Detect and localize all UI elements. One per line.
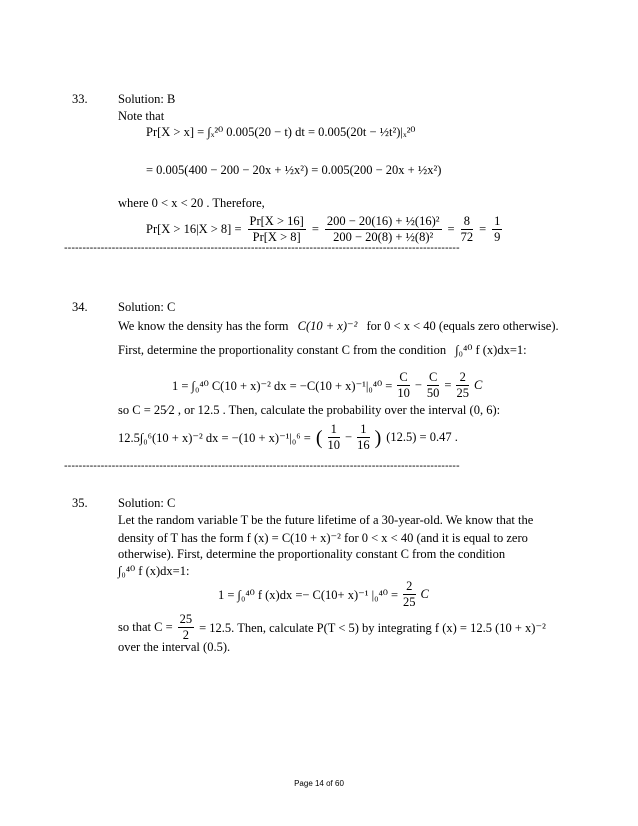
q34-eq1-f1-den: 10: [397, 386, 410, 400]
q34-number: 34.: [72, 300, 88, 314]
q35-line-2: density of T has the form f (x) = C(10 + x)⁻² for 0 < x < 40 (and it is equal to zero: [118, 531, 528, 545]
q34-solution: Solution: C: [118, 300, 176, 314]
equals-sign: =: [311, 222, 319, 236]
q34-eq2-fraction-2: [357, 422, 370, 453]
q34-eq2-fraction-1: [328, 422, 341, 453]
q33-eq3-f2-num: 200 − 20(16) + ½(16)²: [326, 214, 440, 228]
q35-equation-1: [218, 579, 429, 610]
minus-sign: −: [414, 378, 422, 392]
separator-2: ------------------------------------------------------------------------------------------------------------: [64, 460, 460, 472]
q33-note: Note that: [118, 109, 165, 123]
q35-line-3: otherwise). First, determine the proportionality constant C from the condition: [118, 547, 506, 561]
q33-where: where 0 < x < 20 . Therefore,: [118, 196, 265, 210]
page-footer: Page 14 of 60: [294, 779, 344, 788]
q35-eq1-fraction: [403, 579, 416, 610]
q34-eq1-fraction-3: [456, 370, 469, 401]
q33-eq3-fraction-1: [248, 214, 306, 245]
equals-sign: =: [447, 222, 455, 236]
q35-so-text-b: = 12.5. Then, calculate P(T < 5) by integrating f (x) = 12.5 (10 + x)⁻²: [199, 620, 546, 635]
constant-c: C: [473, 378, 483, 392]
q34-line2-text: First, determine the proportionality constant C from the condition: [118, 343, 447, 357]
q34-eq2-f2-den: 16: [357, 438, 370, 452]
q34-line-1: [118, 318, 559, 334]
q35-eq1-f-den: 25: [403, 595, 416, 609]
q34-eq1-fraction-2: [427, 370, 440, 401]
q34-line1-text-b: for 0 < x < 40 (equals zero otherwise).: [366, 319, 559, 333]
q34-eq2-main: 12.5∫₀⁶(10 + x)⁻² dx = −(10 + x)⁻¹|₀⁶ =: [118, 430, 311, 445]
q35-number: 35.: [72, 496, 88, 510]
q34-equation-2: [118, 422, 458, 453]
q34-line2-expr: ∫₀⁴⁰ f (x)dx=1:: [455, 343, 527, 357]
q34-eq1-f1-num: C: [397, 370, 410, 386]
q34-eq2-f1-den: 10: [327, 438, 340, 452]
q34-line1-text-a: We know the density has the form: [118, 319, 289, 333]
q34-line1-expr: C(10 + x)⁻²: [297, 319, 358, 333]
close-paren: ): [374, 426, 382, 449]
q35-so-f-den: 2: [182, 628, 189, 642]
q33-eq3-f1-num: Pr[X > 16]: [249, 214, 304, 228]
q33-eq3-fraction-4: [492, 214, 502, 245]
q34-eq1-f2-den: 50: [426, 386, 440, 400]
q33-eq3-f2-den: 200 − 20(8) + ½(8)²: [333, 230, 434, 244]
q34-eq1-main: 1 = ∫₀⁴⁰ C(10 + x)⁻² dx = −C(10 + x)⁻¹|₀⁴⁰ =: [172, 378, 393, 393]
equals-sign: =: [444, 378, 452, 392]
q34-eq1-f3-den: 25: [456, 386, 469, 400]
q33-eq3-r2-num: 1: [494, 214, 501, 228]
q33-eq3-r1-den: 72: [460, 230, 474, 244]
q35-so-f-num: 25: [179, 612, 193, 626]
q34-eq1-f2-num: C: [427, 370, 440, 386]
q35-eq1-f-num: 2: [403, 579, 416, 595]
q34-eq2-tail: (12.5) = 0.47 .: [386, 430, 458, 444]
q34-equation-1: [172, 370, 482, 401]
q33-eq3-fraction-3: [461, 214, 474, 245]
q33-equation-3: [146, 214, 502, 245]
q33-number: 33.: [72, 92, 88, 106]
q35-so-fraction: [178, 612, 195, 643]
equals-sign: =: [479, 222, 487, 236]
separator-1: ------------------------------------------------------------------------------------------------------------: [64, 242, 460, 254]
q34-line-2: [118, 342, 527, 358]
q34-eq2-f2-num: 1: [357, 422, 370, 438]
q34-eq1-fraction-1: [397, 370, 410, 401]
q35-so-text-a: so that C =: [118, 620, 173, 634]
q35-last-line: over the interval (0.5).: [118, 640, 231, 654]
q33-eq3-lhs: Pr[X > 16|X > 8] =: [146, 222, 242, 236]
q33-eq3-r1-num: 8: [461, 214, 474, 230]
q34-eq2-f1-num: 1: [328, 422, 341, 438]
minus-sign: −: [345, 430, 353, 444]
q33-equation-2: = 0.005(400 − 200 − 20x + ½x²) = 0.005(200 − 20x + ½x²): [146, 163, 442, 177]
q33-solution: Solution: B: [118, 92, 176, 106]
q33-equation-1: Pr[X > x] = ∫ₓ²⁰ 0.005(20 − t) dt = 0.005(20t − ½t²)|ₓ²⁰: [146, 125, 416, 139]
q35-line-1: Let the random variable T be the future lifetime of a 30-year-old. We know that the: [118, 513, 534, 527]
q35-solution: Solution: C: [118, 496, 176, 510]
q34-eq1-f3-num: 2: [456, 370, 469, 386]
constant-c: C: [420, 587, 429, 601]
q34-so-line: so C = 25⁄2 , or 12.5 . Then, calculate the probability over the interval (0, 6):: [118, 403, 501, 417]
q35-so-line: [118, 612, 546, 643]
q33-eq3-fraction-2: [325, 214, 442, 245]
q33-eq3-r2-den: 9: [494, 230, 501, 244]
q35-eq1-main: 1 = ∫₀⁴⁰ f (x)dx =− C(10+ x)⁻¹ |₀⁴⁰ =: [218, 587, 398, 602]
open-paren: (: [315, 426, 323, 449]
q35-line-4: ∫₀⁴⁰ f (x)dx=1:: [118, 564, 190, 578]
q33-eq3-f1-den: Pr[X > 8]: [252, 230, 301, 244]
